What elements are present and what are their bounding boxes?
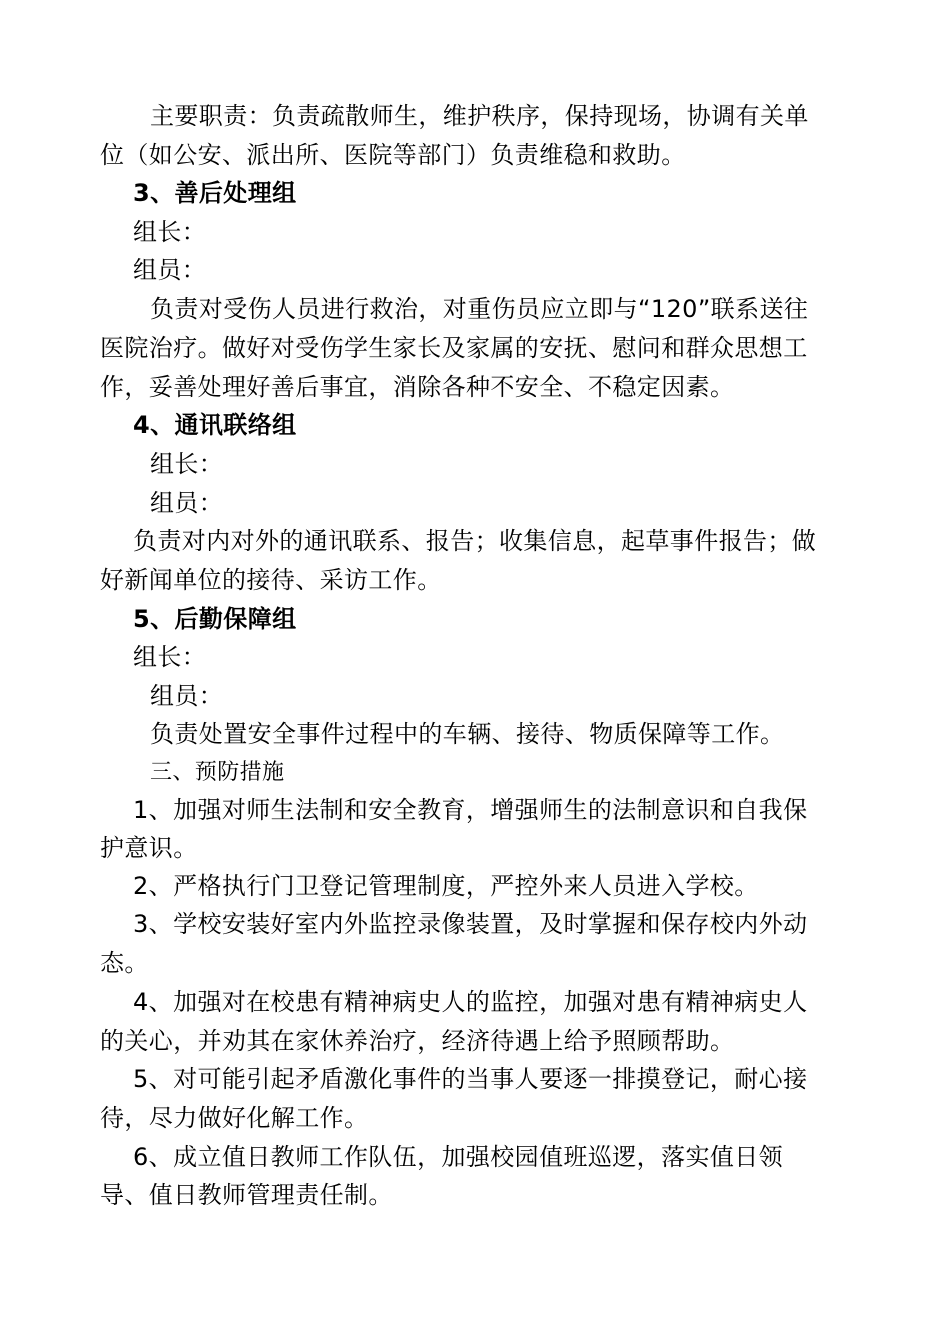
text-line: 6、成立值日教师工作队伍，加强校园值班巡逻，落实值日领 (133, 1143, 784, 1171)
text-line: 护意识。 (100, 834, 198, 862)
text-line: 位（如公安、派出所、医院等部门）负责维稳和救助。 (100, 141, 686, 169)
section-heading: 三、预防措施 (150, 760, 285, 785)
text-line: 组长： (133, 218, 207, 246)
text-line: 1、加强对师生法制和安全教育，增强师生的法制意识和自我保 (133, 796, 808, 824)
text-line: 待，尽力做好化解工作。 (100, 1104, 369, 1132)
section-heading: 3、善后处理组 (133, 179, 297, 207)
text-line: 组员： (150, 682, 224, 710)
text-line: 医院治疗。做好对受伤学生家长及家属的安抚、慰问和群众思想工 (100, 334, 808, 362)
text-line: 4、加强对在校患有精神病史人的监控，加强对患有精神病史人 (133, 988, 808, 1016)
text-line: 的关心，并劝其在家休养治疗，经济待遇上给予照顾帮助。 (100, 1027, 735, 1055)
text-line: 负责对内对外的通讯联系、报告；收集信息，起草事件报告；做 (133, 527, 817, 555)
text-line: 态。 (100, 949, 149, 977)
text-line: 负责对受伤人员进行救治，对重伤员应立即与“120”联系送往 (150, 295, 809, 323)
text-line: 2、严格执行门卫登记管理制度，严控外来人员进入学校。 (133, 872, 759, 900)
text-line: 5、对可能引起矛盾激化事件的当事人要逐一排摸登记，耐心接 (133, 1065, 808, 1093)
text-line: 负责处置安全事件过程中的车辆、接待、物质保障等工作。 (150, 720, 785, 748)
text-line: 导、值日教师管理责任制。 (100, 1181, 393, 1209)
text-line: 组长： (150, 450, 224, 478)
text-line: 组员： (150, 489, 224, 517)
text-line: 主要职责：负责疏散师生，维护秩序，保持现场，协调有关单 (150, 102, 809, 130)
text-line: 组长： (133, 643, 207, 671)
text-line: 3、学校安装好室内外监控录像装置，及时掌握和保存校内外动 (133, 910, 808, 938)
text-line: 好新闻单位的接待、采访工作。 (100, 566, 442, 594)
text-line: 组员： (133, 256, 207, 284)
section-heading: 5、后勤保障组 (133, 605, 297, 633)
section-heading: 4、通讯联络组 (133, 411, 297, 439)
text-line: 作，妥善处理好善后事宜，消除各种不安全、不稳定因素。 (100, 373, 735, 401)
